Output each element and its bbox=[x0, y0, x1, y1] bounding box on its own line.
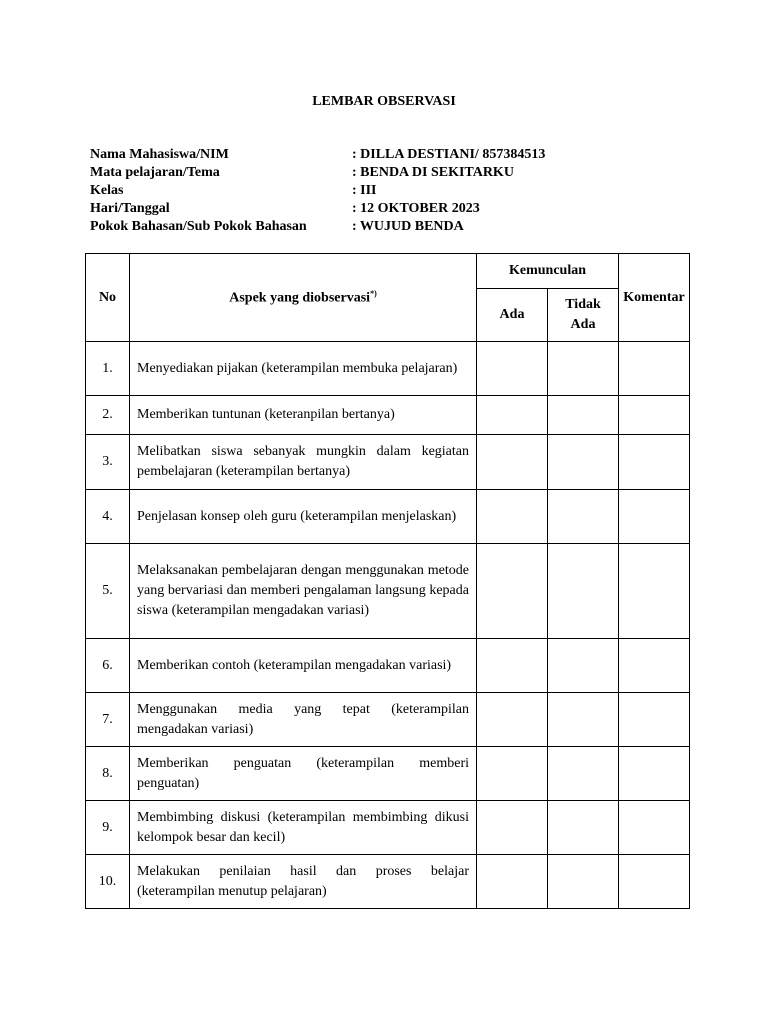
cell-tidak-ada[interactable] bbox=[548, 435, 619, 490]
info-label: Hari/Tanggal bbox=[90, 201, 170, 216]
cell-tidak-ada[interactable] bbox=[548, 855, 619, 909]
header-kemunculan: Kemunculan bbox=[477, 254, 619, 289]
row-number: 5. bbox=[86, 544, 130, 639]
info-label: Nama Mahasiswa/NIM bbox=[90, 147, 229, 162]
cell-komentar[interactable] bbox=[619, 396, 690, 435]
cell-komentar[interactable] bbox=[619, 693, 690, 747]
cell-ada[interactable] bbox=[477, 342, 548, 396]
row-aspect: Melibatkan siswa sebanyak mungkin dalam kegiatan pembelajaran (keterampilan bertanya) bbox=[130, 435, 477, 490]
info-row-mapel bbox=[90, 164, 690, 182]
table-row bbox=[86, 435, 690, 490]
cell-komentar[interactable] bbox=[619, 342, 690, 396]
cell-komentar[interactable] bbox=[619, 490, 690, 544]
cell-ada[interactable] bbox=[477, 801, 548, 855]
cell-ada[interactable] bbox=[477, 747, 548, 801]
cell-tidak-ada[interactable] bbox=[548, 396, 619, 435]
cell-tidak-ada[interactable] bbox=[548, 544, 619, 639]
row-aspect: Penjelasan konsep oleh guru (keterampilan menjelaskan) bbox=[130, 490, 477, 544]
header-ada: Ada bbox=[477, 289, 548, 342]
cell-komentar[interactable] bbox=[619, 639, 690, 693]
table-row bbox=[86, 544, 690, 639]
row-aspect: Memberikan tuntunan (keteranpilan bertanya) bbox=[130, 396, 477, 435]
header-aspek-label: Aspek yang diobservasi bbox=[229, 290, 371, 306]
identity-block bbox=[90, 146, 690, 236]
info-value: : BENDA DI SEKITARKU bbox=[352, 165, 514, 180]
row-aspect: Membimbing diskusi (keterampilan membimbing dikusi kelompok besar dan kecil) bbox=[130, 801, 477, 855]
cell-ada[interactable] bbox=[477, 693, 548, 747]
row-aspect: Menggunakan media yang tepat (keterampilan mengadakan variasi) bbox=[130, 693, 477, 747]
table-row bbox=[86, 801, 690, 855]
observation-table bbox=[85, 253, 690, 909]
row-number: 2. bbox=[86, 396, 130, 435]
table-row bbox=[86, 342, 690, 396]
table-row bbox=[86, 747, 690, 801]
row-number: 4. bbox=[86, 490, 130, 544]
cell-komentar[interactable] bbox=[619, 855, 690, 909]
info-value: : 12 OKTOBER 2023 bbox=[352, 201, 480, 216]
info-row-tanggal bbox=[90, 200, 690, 218]
info-label: Kelas bbox=[90, 183, 124, 198]
row-aspect: Memberikan penguatan (keterampilan memberi penguatan) bbox=[130, 747, 477, 801]
cell-ada[interactable] bbox=[477, 396, 548, 435]
row-number: 6. bbox=[86, 639, 130, 693]
info-value: : WUJUD BENDA bbox=[352, 219, 464, 234]
info-row-kelas bbox=[90, 182, 690, 200]
cell-komentar[interactable] bbox=[619, 544, 690, 639]
header-row bbox=[86, 254, 690, 289]
row-aspect: Melakukan penilaian hasil dan proses belajar (keterampilan menutup pelajaran) bbox=[130, 855, 477, 909]
header-ada-label: Ada bbox=[570, 317, 596, 332]
info-label: Pokok Bahasan/Sub Pokok Bahasan bbox=[90, 219, 307, 234]
cell-tidak-ada[interactable] bbox=[548, 801, 619, 855]
row-number: 1. bbox=[86, 342, 130, 396]
table-row bbox=[86, 855, 690, 909]
row-number: 7. bbox=[86, 693, 130, 747]
table-row bbox=[86, 396, 690, 435]
cell-tidak-ada[interactable] bbox=[548, 639, 619, 693]
info-label: Mata pelajaran/Tema bbox=[90, 165, 220, 180]
cell-ada[interactable] bbox=[477, 435, 548, 490]
header-aspek bbox=[130, 254, 477, 342]
cell-ada[interactable] bbox=[477, 855, 548, 909]
table-row bbox=[86, 693, 690, 747]
cell-ada[interactable] bbox=[477, 490, 548, 544]
header-no: No bbox=[86, 254, 130, 342]
header-komentar: Komentar bbox=[619, 254, 690, 342]
row-aspect: Melaksanakan pembelajaran dengan menggunakan metode yang bervariasi dan memberi pengalaman langsung kepada siswa (keterampilan mengadakan variasi) bbox=[130, 544, 477, 639]
row-number: 3. bbox=[86, 435, 130, 490]
cell-tidak-ada[interactable] bbox=[548, 693, 619, 747]
row-number: 10. bbox=[86, 855, 130, 909]
info-row-nama bbox=[90, 146, 690, 164]
row-aspect: Menyediakan pijakan (keterampilan membuka pelajaran) bbox=[130, 342, 477, 396]
cell-ada[interactable] bbox=[477, 639, 548, 693]
cell-ada[interactable] bbox=[477, 544, 548, 639]
cell-komentar[interactable] bbox=[619, 747, 690, 801]
header-tidak-label: Tidak bbox=[565, 297, 601, 312]
header-tidak-ada bbox=[548, 289, 619, 342]
footnote-marker: *) bbox=[370, 288, 377, 298]
row-number: 9. bbox=[86, 801, 130, 855]
cell-komentar[interactable] bbox=[619, 801, 690, 855]
info-value: : III bbox=[352, 183, 377, 198]
cell-tidak-ada[interactable] bbox=[548, 747, 619, 801]
info-value: : DILLA DESTIANI/ 857384513 bbox=[352, 147, 546, 162]
cell-tidak-ada[interactable] bbox=[548, 342, 619, 396]
row-aspect: Memberikan contoh (keterampilan mengadakan variasi) bbox=[130, 639, 477, 693]
document-title: LEMBAR OBSERVASI bbox=[312, 94, 456, 109]
info-row-pokok-bahasan bbox=[90, 218, 690, 236]
table-row bbox=[86, 639, 690, 693]
cell-komentar[interactable] bbox=[619, 435, 690, 490]
table-row bbox=[86, 490, 690, 544]
row-number: 8. bbox=[86, 747, 130, 801]
cell-tidak-ada[interactable] bbox=[548, 490, 619, 544]
